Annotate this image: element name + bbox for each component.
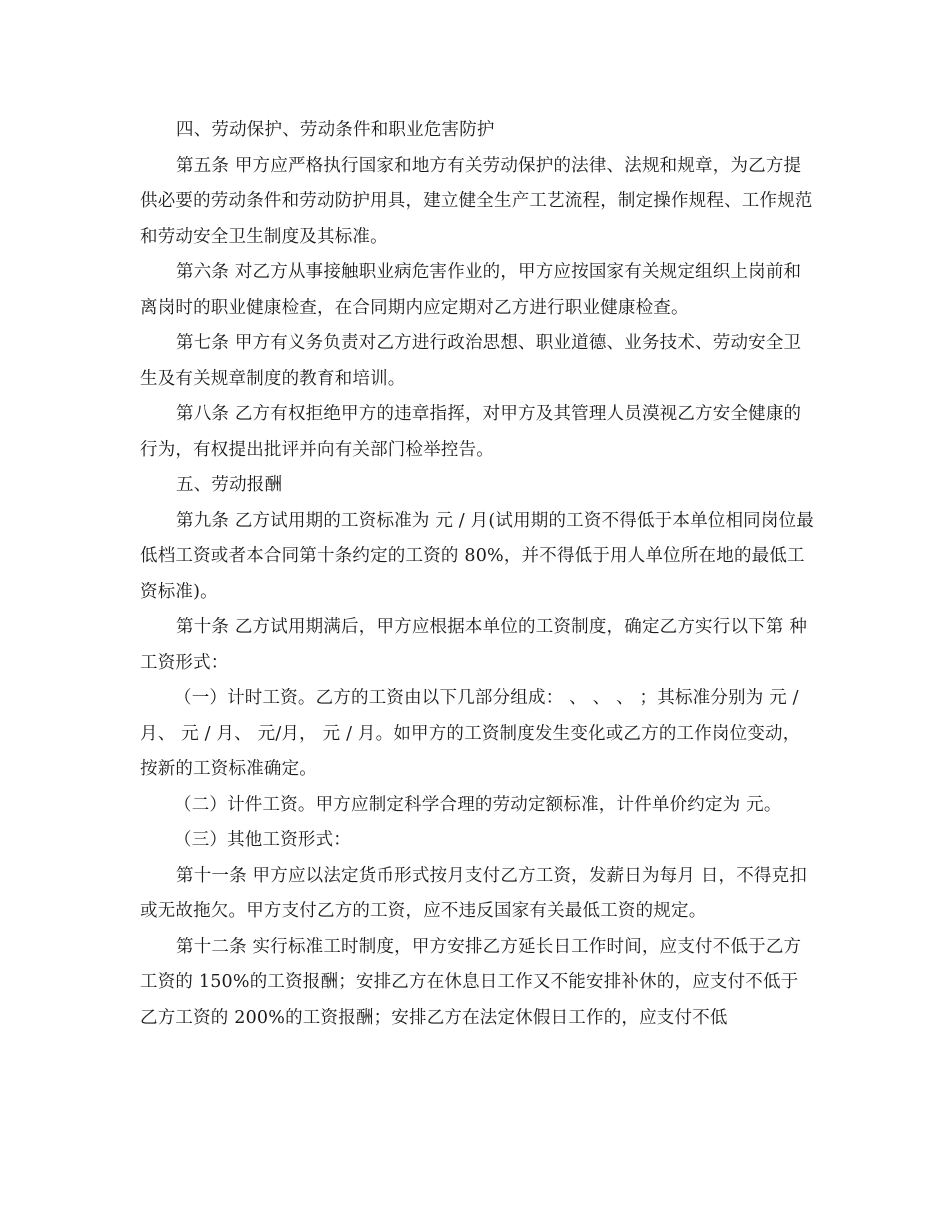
article-10-item-3: （三）其他工资形式： — [174, 830, 351, 850]
article-10-item-2: （二）计件工资。甲方应制定科学合理的劳动定额标准，计件单价约定为 元。 — [174, 794, 782, 815]
article-5: 第五条 甲方应严格执行国家和地方有关劳动保护的法律、法规和规章，为乙方提供必要的劳动条件和劳动防护用具，建立健全生产工艺流程，制定操作规程、工作规范和劳动安全卫生制度及其标准。 — [140, 155, 813, 247]
article-7: 第七条 甲方有义务负责对乙方进行政治思想、职业道德、业务技术、劳动安全卫生及有关规章制度的教育和培训。 — [140, 333, 802, 389]
article-8: 第八条 乙方有权拒绝甲方的违章指挥，对甲方及其管理人员漠视乙方安全健康的行为，有权提出批评并向有关部门检举控告。 — [140, 404, 802, 460]
article-6: 第六条 对乙方从事接触职业病危害作业的，甲方应按国家有关规定组织上岗前和离岗时的职业健康检查，在合同期内应定期对乙方进行职业健康检查。 — [140, 262, 802, 318]
article-9: 第九条 乙方试用期的工资标准为 元 / 月(试用期的工资不得低于本单位相同岗位最低档工资或者本合同第十条约定的工资的 80%，并不得低于用人单位所在地的最低工资标准)。 — [140, 510, 814, 602]
article-10: 第十条 乙方试用期满后，甲方应根据本单位的工资制度，确定乙方实行以下第 种工资形式： — [140, 617, 808, 673]
article-11: 第十一条 甲方应以法定货币形式按月支付乙方工资，发薪日为每月 日，不得克扣或无故拖欠。甲方支付乙方的工资，应不违反国家有关最低工资的规定。 — [140, 865, 808, 921]
article-12: 第十二条 实行标准工时制度，甲方安排乙方延长日工作时间，应支付不低于乙方工资的 150%的工资报酬；安排乙方在休息日工作又不能安排补休的，应支付不低于乙方工资的 200%的工资报酬；安排乙方在法定休假日工作的，应支付不低 — [140, 936, 802, 1028]
article-10-item-1: （一）计时工资。乙方的工资由以下几部分组成： 、 、 、 ；其标准分别为 元 / 月、 元 / 月、 元/月， 元 / 月。如甲方的工资制度发生变化或乙方的工作岗位变动，按新的工资标准确定。 — [140, 688, 801, 779]
section-heading-remuneration: 五、劳动报酬 — [176, 475, 283, 495]
section-heading-labor-protection: 四、劳动保护、劳动条件和职业危害防护 — [176, 120, 495, 140]
document-body — [140, 113, 816, 1036]
